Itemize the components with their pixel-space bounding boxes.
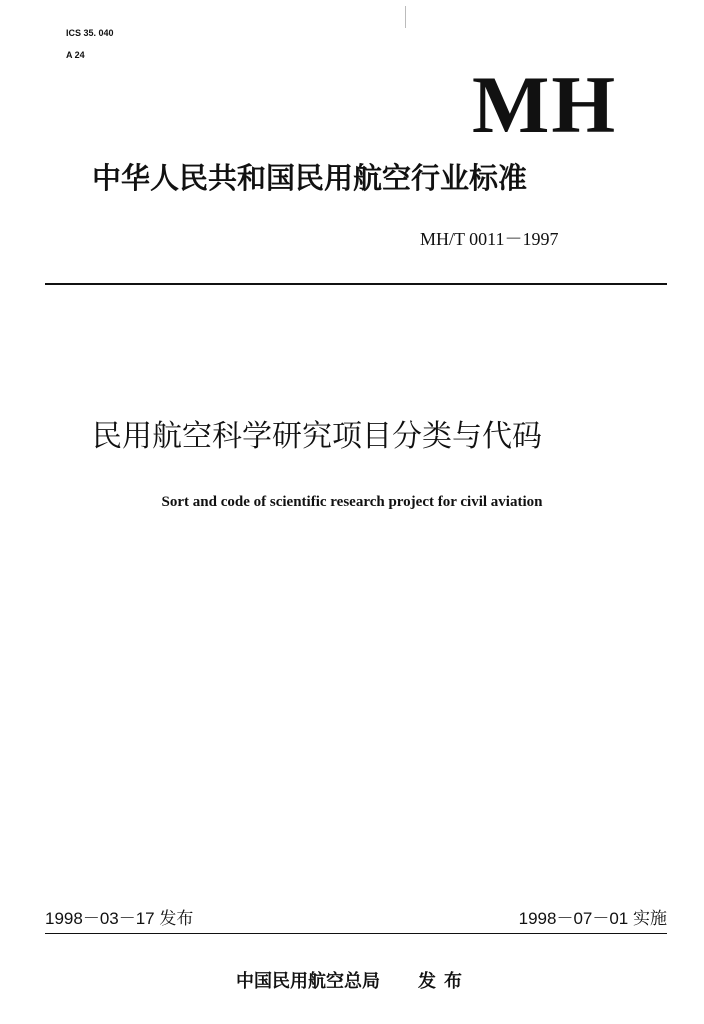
scan-speck [405,6,406,28]
header-divider [45,283,667,285]
document-title-chinese: 民用航空科学研究项目分类与代码 [92,419,542,454]
standard-organization-title: 中华人民共和国民用航空行业标准 [92,161,528,195]
standard-logo-mh: MH [472,59,618,150]
issuer-action: 发布 [418,971,470,992]
standard-number: MH/T 0011－1997 [420,229,559,249]
ccs-code: A 24 [66,50,85,60]
issue-date: 1998－03－17 发布 [45,909,194,928]
issuer-line [236,970,470,994]
issuer-name: 中国民用航空总局 [236,971,380,992]
effective-date: 1998－07－01 实施 [518,909,667,928]
footer-divider [45,933,667,934]
document-title-english: Sort and code of scientific research project for civil aviation [161,494,543,510]
ics-code: ICS 35. 040 [66,28,114,38]
classification-codes [66,28,114,72]
